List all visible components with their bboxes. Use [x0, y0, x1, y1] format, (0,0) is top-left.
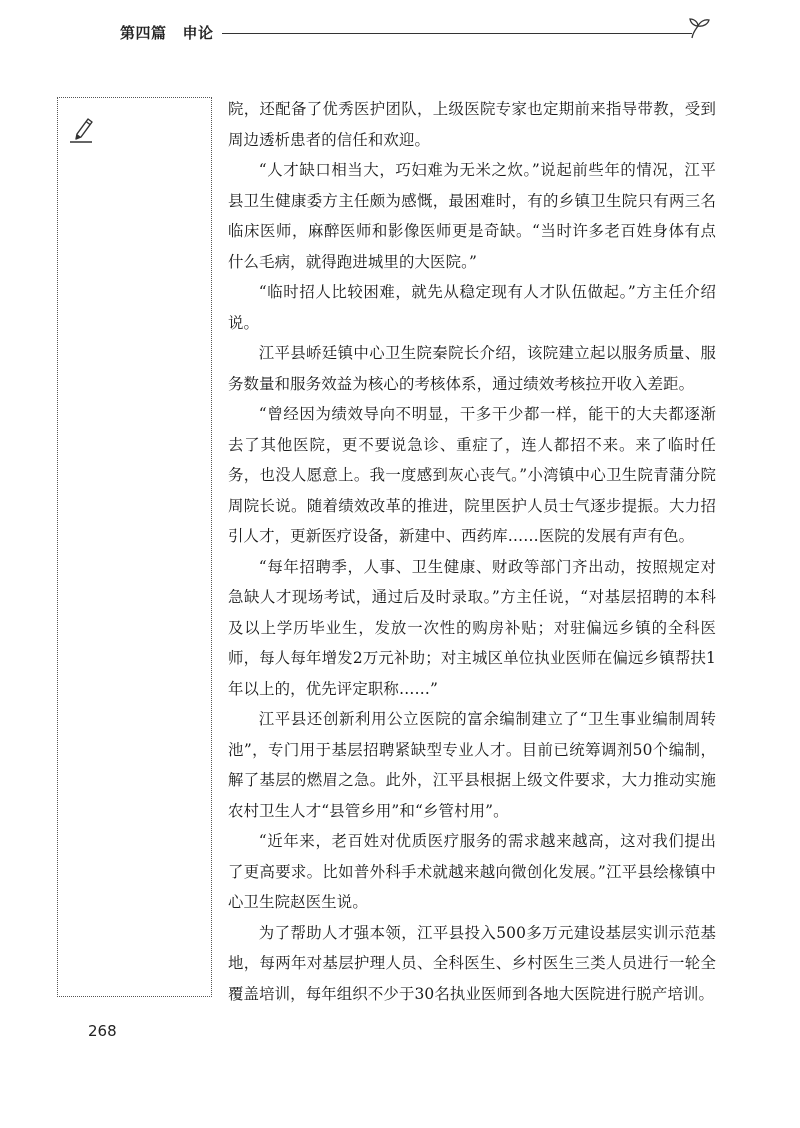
- paragraph: 江平县峤廷镇中心卫生院秦院长介绍，该院建立起以服务质量、服务数量和服务效益为核心的考核体系，通过绩效考核拉开收入差距。: [228, 344, 716, 393]
- sprout-icon: [684, 12, 712, 40]
- paragraph: “人才缺口相当大，巧妇难为无米之炊。”说起前些年的情况，江平县卫生健康委方主任颇为感慨，最困难时，有的乡镇卫生院只有两三名临床医师，麻醉医师和影像医师更是奇缺。“当时许多老百姓身体有点什么毛病，就得跑进城里的大医院。”: [228, 161, 716, 271]
- paragraph: “临时招人比较困难，就先从稳定现有人才队伍做起。”方主任介绍说。: [228, 283, 716, 332]
- notes-margin-box: [57, 97, 212, 997]
- page-header: [0, 0, 800, 60]
- paragraph: “近年来，老百姓对优质医疗服务的需求越来越高，这对我们提出了更高要求。比如普外科手术就越来越向微创化发展。”江平县绘椽镇中心卫生院赵医生说。: [228, 832, 716, 911]
- paragraph: “曾经因为绩效导向不明显，干多干少都一样，能干的大夫都逐渐去了其他医院，更不要说急诊、重症了，连人都招不来。来了临时任务，也没人愿意上。我一度感到灰心丧气。”小湾镇中心卫生院青蒲分院周院长说。随着绩效改革的推进，院里医护人员士气逐步提振。大力招引人才，更新医疗设备，新建中、西药库……医院的发展有声有色。: [228, 405, 716, 545]
- part-title: 第四篇: [120, 24, 167, 42]
- pencil-icon: [68, 114, 94, 144]
- paragraph: 为了帮助人才强本领，江平县投入500多万元建设基层实训示范基地，每两年对基层护理人员、全科医生、乡村医生三类人员进行一轮全覆盖培训，每年组织不少于30名执业医师到各地大医院进行脱产培训。: [228, 923, 716, 1003]
- paragraph: 院，还配备了优秀医护团队，上级医院专家也定期前来指导带教，受到周边透析患者的信任和欢迎。: [228, 100, 716, 149]
- header-rule: [222, 33, 692, 34]
- paragraph: 江平县还创新利用公立医院的富余编制建立了“卫生事业编制周转池”，专门用于基层招聘紧缺型专业人才。目前已统筹调剂50个编制，解了基层的燃眉之急。此外，江平县根据上级文件要求，大力推动实施农村卫生人才“县管乡用”和“乡管村用”。: [228, 710, 716, 820]
- page-number: 268: [88, 1022, 117, 1040]
- section-title: 申论: [182, 24, 214, 42]
- running-head: [120, 22, 214, 43]
- paragraph: “每年招聘季，人事、卫生健康、财政等部门齐出动，按照规定对急缺人才现场考试，通过后及时录取。”方主任说，“对基层招聘的本科及以上学历毕业生，发放一次性的购房补贴；对驻偏远乡镇的全科医师，每人每年增发2万元补助；对主城区单位执业医师在偏远乡镇帮扶1年以上的，优先评定职称……”: [228, 557, 716, 698]
- body-text: [228, 94, 716, 1009]
